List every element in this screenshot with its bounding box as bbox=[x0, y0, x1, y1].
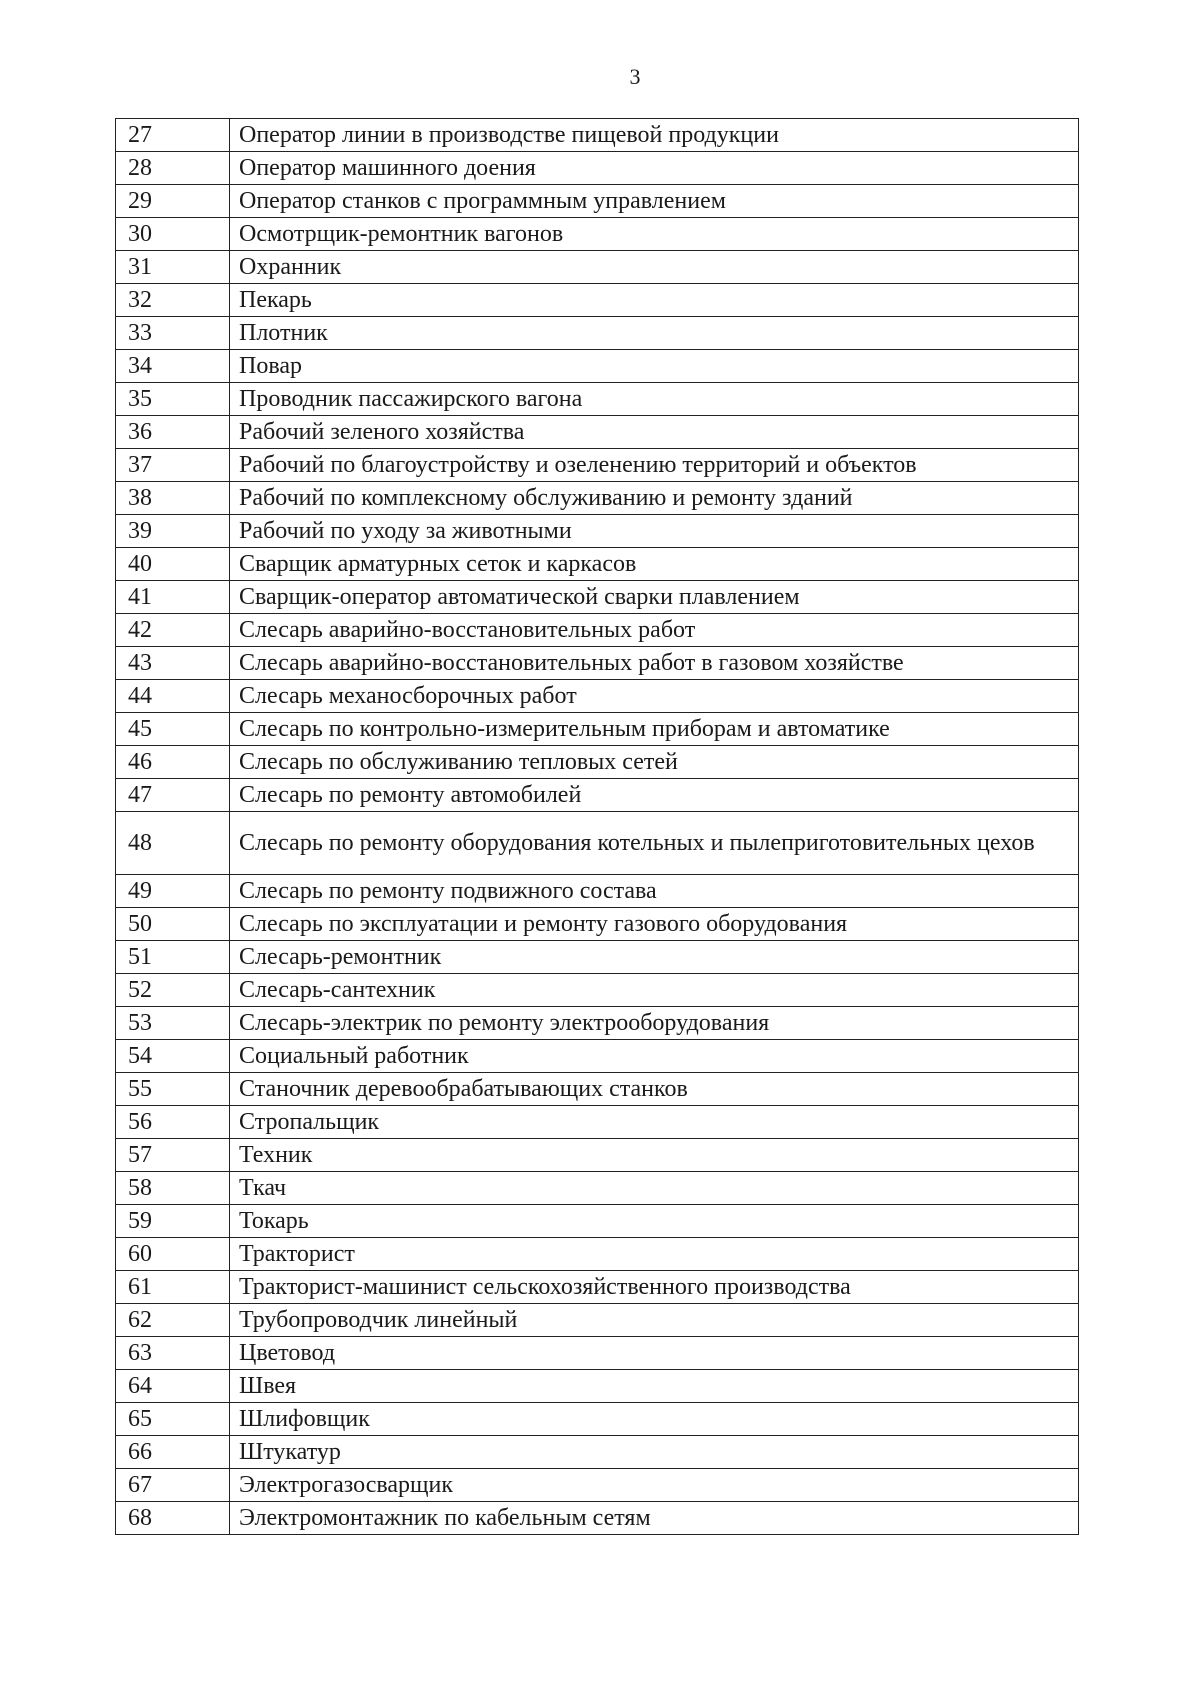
row-number: 42 bbox=[116, 614, 230, 647]
profession-name: Швея bbox=[230, 1370, 1079, 1403]
profession-name: Штукатур bbox=[230, 1436, 1079, 1469]
table-row bbox=[116, 251, 1079, 284]
table-row bbox=[116, 548, 1079, 581]
table-row bbox=[116, 1139, 1079, 1172]
row-number: 27 bbox=[116, 119, 230, 152]
row-number: 32 bbox=[116, 284, 230, 317]
profession-name: Тракторист-машинист сельскохозяйственного производства bbox=[230, 1271, 1079, 1304]
row-number: 63 bbox=[116, 1337, 230, 1370]
table-row bbox=[116, 713, 1079, 746]
profession-name: Токарь bbox=[230, 1205, 1079, 1238]
profession-name: Оператор станков с программным управлением bbox=[230, 185, 1079, 218]
profession-name: Слесарь аварийно-восстановительных работ bbox=[230, 614, 1079, 647]
profession-name: Станочник деревообрабатывающих станков bbox=[230, 1073, 1079, 1106]
table-row bbox=[116, 1502, 1079, 1535]
row-number: 58 bbox=[116, 1172, 230, 1205]
profession-name: Рабочий по уходу за животными bbox=[230, 515, 1079, 548]
profession-name: Рабочий зеленого хозяйства bbox=[230, 416, 1079, 449]
profession-name: Проводник пассажирского вагона bbox=[230, 383, 1079, 416]
profession-name: Слесарь-ремонтник bbox=[230, 941, 1079, 974]
profession-name: Цветовод bbox=[230, 1337, 1079, 1370]
row-number: 43 bbox=[116, 647, 230, 680]
profession-name: Стропальщик bbox=[230, 1106, 1079, 1139]
profession-name: Трубопроводчик линейный bbox=[230, 1304, 1079, 1337]
table-row bbox=[116, 1007, 1079, 1040]
row-number: 54 bbox=[116, 1040, 230, 1073]
row-number: 55 bbox=[116, 1073, 230, 1106]
row-number: 51 bbox=[116, 941, 230, 974]
row-number: 49 bbox=[116, 875, 230, 908]
profession-name: Слесарь по эксплуатации и ремонту газового оборудования bbox=[230, 908, 1079, 941]
page-number: 3 bbox=[629, 64, 641, 89]
profession-name: Рабочий по комплексному обслуживанию и ремонту зданий bbox=[230, 482, 1079, 515]
row-number: 57 bbox=[116, 1139, 230, 1172]
profession-name: Электрогазосварщик bbox=[230, 1469, 1079, 1502]
table-row bbox=[116, 383, 1079, 416]
row-number: 40 bbox=[116, 548, 230, 581]
table-row bbox=[116, 1106, 1079, 1139]
profession-name: Ткач bbox=[230, 1172, 1079, 1205]
row-number: 61 bbox=[116, 1271, 230, 1304]
row-number: 31 bbox=[116, 251, 230, 284]
table-row bbox=[116, 284, 1079, 317]
profession-name: Слесарь по ремонту подвижного состава bbox=[230, 875, 1079, 908]
row-number: 41 bbox=[116, 581, 230, 614]
table-row bbox=[116, 614, 1079, 647]
profession-name: Социальный работник bbox=[230, 1040, 1079, 1073]
table-row bbox=[116, 1040, 1079, 1073]
row-number: 66 bbox=[116, 1436, 230, 1469]
profession-name: Сварщик арматурных сеток и каркасов bbox=[230, 548, 1079, 581]
row-number: 33 bbox=[116, 317, 230, 350]
table-row bbox=[116, 1205, 1079, 1238]
row-number: 38 bbox=[116, 482, 230, 515]
profession-name: Оператор машинного доения bbox=[230, 152, 1079, 185]
table-row bbox=[116, 1238, 1079, 1271]
row-number: 48 bbox=[116, 812, 230, 875]
table-row bbox=[116, 416, 1079, 449]
table-row bbox=[116, 185, 1079, 218]
row-number: 64 bbox=[116, 1370, 230, 1403]
profession-name: Слесарь по ремонту автомобилей bbox=[230, 779, 1079, 812]
row-number: 44 bbox=[116, 680, 230, 713]
table-row bbox=[116, 1337, 1079, 1370]
table-row bbox=[116, 152, 1079, 185]
table-row bbox=[116, 218, 1079, 251]
row-number: 65 bbox=[116, 1403, 230, 1436]
row-number: 30 bbox=[116, 218, 230, 251]
row-number: 39 bbox=[116, 515, 230, 548]
profession-name: Слесарь по контрольно-измерительным приборам и автоматике bbox=[230, 713, 1079, 746]
profession-name: Слесарь аварийно-восстановительных работ в газовом хозяйстве bbox=[230, 647, 1079, 680]
profession-name: Сварщик-оператор автоматической сварки плавлением bbox=[230, 581, 1079, 614]
table-row bbox=[116, 680, 1079, 713]
row-number: 29 bbox=[116, 185, 230, 218]
table-row bbox=[116, 1436, 1079, 1469]
profession-name: Слесарь механосборочных работ bbox=[230, 680, 1079, 713]
table-row bbox=[116, 482, 1079, 515]
table-row bbox=[116, 449, 1079, 482]
table-row bbox=[116, 647, 1079, 680]
table-row bbox=[116, 515, 1079, 548]
profession-name: Слесарь-сантехник bbox=[230, 974, 1079, 1007]
table-row bbox=[116, 941, 1079, 974]
row-number: 45 bbox=[116, 713, 230, 746]
row-number: 59 bbox=[116, 1205, 230, 1238]
profession-name: Слесарь по ремонту оборудования котельных и пылеприготовительных цехов bbox=[230, 812, 1079, 875]
table-row bbox=[116, 1370, 1079, 1403]
row-number: 37 bbox=[116, 449, 230, 482]
row-number: 67 bbox=[116, 1469, 230, 1502]
row-number: 50 bbox=[116, 908, 230, 941]
row-number: 53 bbox=[116, 1007, 230, 1040]
row-number: 56 bbox=[116, 1106, 230, 1139]
row-number: 62 bbox=[116, 1304, 230, 1337]
row-number: 47 bbox=[116, 779, 230, 812]
profession-table bbox=[115, 118, 1079, 1535]
table-row bbox=[116, 1172, 1079, 1205]
row-number: 35 bbox=[116, 383, 230, 416]
profession-name: Плотник bbox=[230, 317, 1079, 350]
profession-name: Техник bbox=[230, 1139, 1079, 1172]
row-number: 46 bbox=[116, 746, 230, 779]
table-row bbox=[116, 908, 1079, 941]
table-row bbox=[116, 1304, 1079, 1337]
table-row bbox=[116, 974, 1079, 1007]
profession-name: Охранник bbox=[230, 251, 1079, 284]
profession-name: Повар bbox=[230, 350, 1079, 383]
profession-name: Оператор линии в производстве пищевой продукции bbox=[230, 119, 1079, 152]
profession-name: Слесарь по обслуживанию тепловых сетей bbox=[230, 746, 1079, 779]
table-row bbox=[116, 875, 1079, 908]
table-row bbox=[116, 350, 1079, 383]
table-row bbox=[116, 812, 1079, 875]
table-row bbox=[116, 581, 1079, 614]
table-row bbox=[116, 1271, 1079, 1304]
profession-name: Рабочий по благоустройству и озеленению территорий и объектов bbox=[230, 449, 1079, 482]
row-number: 36 bbox=[116, 416, 230, 449]
table-row bbox=[116, 1073, 1079, 1106]
table-row bbox=[116, 1469, 1079, 1502]
row-number: 60 bbox=[116, 1238, 230, 1271]
table-row bbox=[116, 317, 1079, 350]
profession-name: Слесарь-электрик по ремонту электрооборудования bbox=[230, 1007, 1079, 1040]
row-number: 68 bbox=[116, 1502, 230, 1535]
row-number: 52 bbox=[116, 974, 230, 1007]
table-row bbox=[116, 1403, 1079, 1436]
row-number: 34 bbox=[116, 350, 230, 383]
table-row bbox=[116, 779, 1079, 812]
table-row bbox=[116, 746, 1079, 779]
table-row bbox=[116, 119, 1079, 152]
profession-name: Шлифовщик bbox=[230, 1403, 1079, 1436]
profession-name: Тракторист bbox=[230, 1238, 1079, 1271]
profession-table-body bbox=[116, 119, 1079, 1535]
row-number: 28 bbox=[116, 152, 230, 185]
profession-name: Электромонтажник по кабельным сетям bbox=[230, 1502, 1079, 1535]
profession-name: Пекарь bbox=[230, 284, 1079, 317]
profession-name: Осмотрщик-ремонтник вагонов bbox=[230, 218, 1079, 251]
